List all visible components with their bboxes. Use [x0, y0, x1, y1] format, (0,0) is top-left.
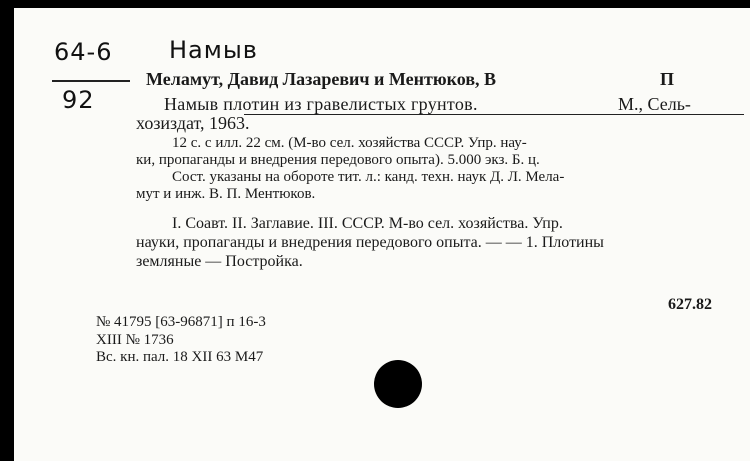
description-line: ки, пропаганды и внедрения передового опыта). 5.000 экз. Б. ц.	[136, 152, 540, 168]
title-line-1: Намыв плотин из гравелистых грунтов.	[164, 94, 478, 114]
footer-line: XIII № 1736	[96, 332, 174, 348]
punch-hole	[374, 360, 422, 408]
tracing-line: I. Соавт. II. Заглавие. III. СССР. М-во сел. хозяйства. Упр.	[172, 215, 563, 232]
shelf-mark-bottom: 92	[62, 86, 95, 114]
catalog-card	[14, 8, 750, 461]
footer-line: № 41795 [63-96871] п 16-3	[96, 314, 266, 330]
footer-line: Вс. кн. пал. 18 XII 63 М47	[96, 349, 264, 365]
handwritten-keyword: Намыв	[169, 36, 258, 64]
publication-place: М., Сель-	[618, 94, 691, 114]
shelf-mark-divider	[52, 80, 130, 82]
tracing-line: земляные — Постройка.	[136, 253, 303, 270]
classification-number: 627.82	[668, 296, 712, 313]
tracing-line: науки, пропаганды и внедрения передового опыта. — — 1. Плотины	[136, 234, 604, 251]
title-line-2: хозиздат, 1963.	[136, 113, 250, 133]
author-heading: Меламут, Давид Лазаревич и Ментюков, В	[146, 69, 497, 89]
description-line: Сост. указаны на обороте тит. л.: канд. техн. наук Д. Л. Мела-	[172, 169, 565, 185]
heading-mark: П	[660, 69, 675, 89]
description-line: 12 с. с илл. 22 см. (М-во сел. хозяйства СССР. Упр. нау-	[172, 135, 527, 151]
shelf-mark-top: 64-6	[54, 38, 113, 66]
title-underline	[244, 114, 744, 115]
description-line: мут и инж. В. П. Ментюков.	[136, 186, 316, 202]
